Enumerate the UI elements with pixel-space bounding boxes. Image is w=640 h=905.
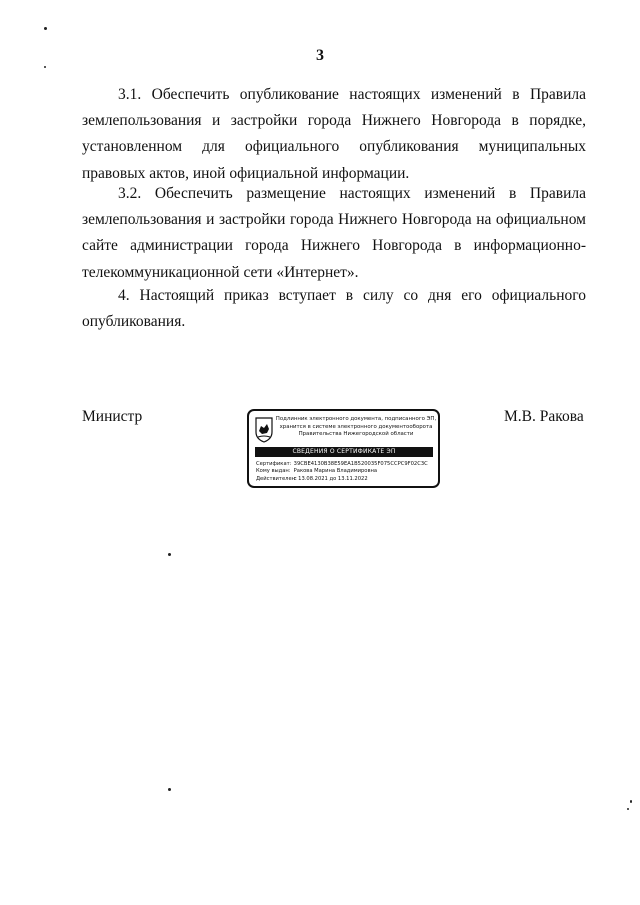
- valid-row: [256, 476, 436, 483]
- issued-to-label: Кому выдан:: [256, 468, 291, 475]
- signatory-name: М.В. Ракова: [504, 408, 584, 425]
- certificate-label: Сертификат:: [256, 461, 292, 467]
- valid-value: с 13.08.2021 до 13.11.2022: [293, 475, 368, 482]
- scan-speck: [168, 788, 171, 791]
- paragraph-3-2: [82, 181, 586, 286]
- scan-speck: [44, 66, 46, 68]
- stamp-header-line: Правительства Нижегородской области: [298, 431, 414, 438]
- stamp-header-line: Подлинник электронного документа, подписанного ЭП,: [275, 416, 437, 422]
- paragraph-4-text: 4. Настоящий приказ вступает в силу со дня его официального опубликования.: [82, 287, 586, 331]
- stamp-header-line: хранится в системе электронного документооборота: [279, 423, 433, 430]
- paragraph-3-1: [82, 82, 586, 187]
- page-number: 3: [316, 47, 324, 64]
- coat-of-arms-icon: [255, 417, 273, 443]
- scan-speck: [44, 27, 47, 30]
- stamp-certificate-info: [256, 461, 436, 483]
- valid-label: Действителен:: [256, 475, 297, 482]
- scan-speck: [627, 808, 629, 810]
- scan-speck: [168, 553, 171, 556]
- paragraph-4: [82, 283, 586, 335]
- stamp-header: [275, 416, 437, 439]
- scan-speck: [630, 800, 632, 803]
- stamp-certificate-bar: СВЕДЕНИЯ О СЕРТИФИКАТЕ ЭП: [255, 447, 433, 457]
- signatory-title: Министр: [82, 408, 143, 425]
- paragraph-3-1-text: 3.1. Обеспечить опубликование настоящих изменений в Правила землепользования и застройки города Нижнего Новгорода в порядке, установленном для официального опубликования муниципальных правовых актов, иной официальной информации.: [82, 86, 586, 182]
- paragraph-3-2-text: 3.2. Обеспечить размещение настоящих изменений в Правила землепользования и застройки города Нижнего Новгорода на официальном сайте администрации города Нижнего Новгорода в информационно-телекоммуникационной сети «Интернет».: [82, 185, 586, 281]
- certificate-value: 39CBE4130B38E59EA1B520035F075CCPC9F02C3C: [293, 461, 428, 467]
- issued-to-value: Ракова Марина Владимировна: [293, 468, 378, 475]
- certificate-row: [256, 461, 436, 468]
- issued-to-row: [256, 468, 436, 475]
- electronic-signature-stamp: [247, 409, 440, 488]
